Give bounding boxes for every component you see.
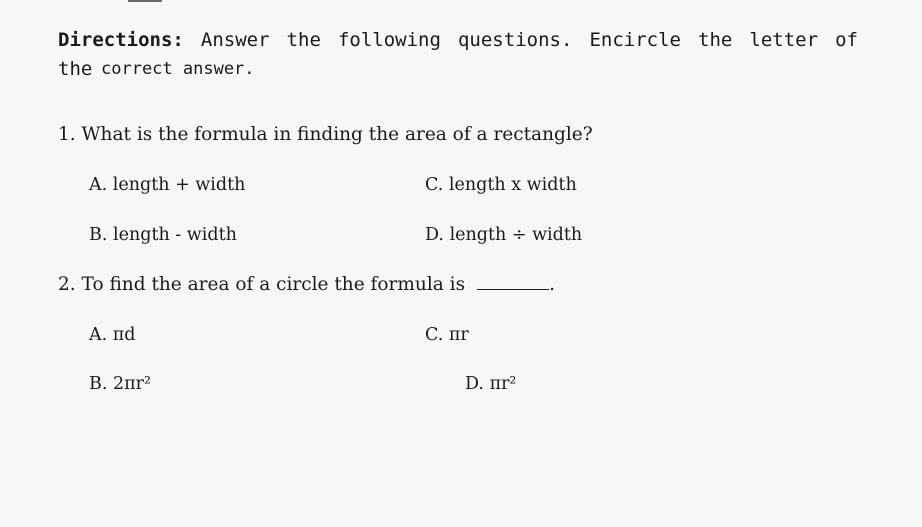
option-text: πd <box>112 325 136 345</box>
option-text: πr <box>448 325 469 345</box>
answer-blank <box>477 275 549 290</box>
directions-label: Directions: <box>58 29 184 51</box>
top-edge-mark <box>128 0 162 2</box>
question-2-option-c[interactable] <box>425 323 469 347</box>
option-letter: A. <box>89 325 108 345</box>
question-2-option-d[interactable] <box>465 372 516 396</box>
question-2-suffix: . <box>549 274 555 295</box>
question-2-text: To find the area of a circle the formula is <box>81 274 466 295</box>
question-1-text: What is the formula in finding the area of a rectangle? <box>81 124 593 145</box>
question-2-number: 2. <box>58 274 76 295</box>
question-1-option-c[interactable] <box>425 173 577 197</box>
option-text: length + width <box>112 175 246 195</box>
option-text: length ÷ width <box>449 225 583 245</box>
option-letter: C. <box>425 175 444 195</box>
question-1-option-b[interactable] <box>89 223 237 247</box>
option-text: 2πr² <box>113 374 152 394</box>
question-1-option-a[interactable] <box>89 173 245 197</box>
question-1-number: 1. <box>58 124 76 145</box>
option-letter: C. <box>425 325 444 345</box>
option-letter: A. <box>89 175 108 195</box>
directions-line-2: correct answer. <box>101 59 255 79</box>
option-text: length x width <box>448 175 577 195</box>
question-1-option-d[interactable] <box>425 223 582 247</box>
option-text: πr² <box>489 374 517 394</box>
question-1 <box>58 123 593 147</box>
option-text: length - width <box>113 225 237 245</box>
option-letter: B. <box>89 374 108 394</box>
option-letter: D. <box>465 374 484 394</box>
question-2-option-a[interactable] <box>89 323 136 347</box>
question-2 <box>58 273 555 297</box>
directions-text-1: Answer the following questions. Encircle the letter of the <box>58 29 858 80</box>
option-letter: D. <box>425 225 444 245</box>
option-letter: B. <box>89 225 108 245</box>
question-2-option-b[interactable] <box>89 372 151 396</box>
